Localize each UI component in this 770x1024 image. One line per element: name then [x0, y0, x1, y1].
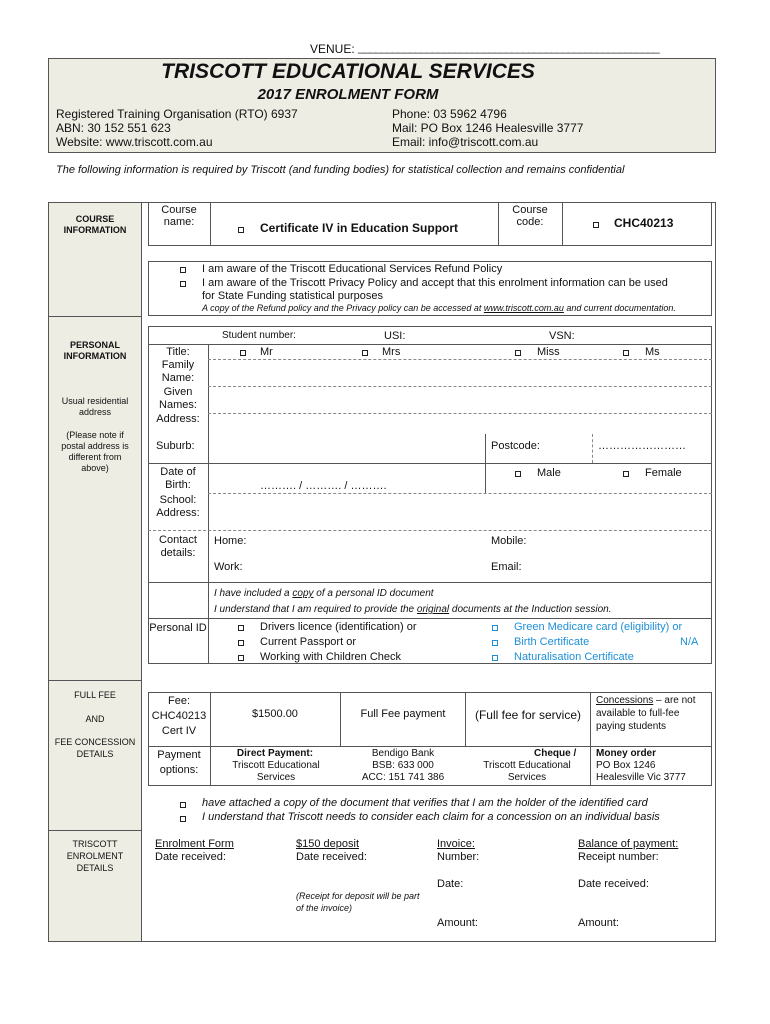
money-order-1: PO Box 1246 [596, 760, 656, 771]
attach-checkbox[interactable] [180, 802, 186, 808]
enrolment-date-received[interactable]: Date received: [155, 851, 226, 863]
balance-amount[interactable]: Amount: [578, 917, 619, 929]
email-address: Email: info@triscott.com.au [392, 135, 539, 149]
id-naturalisation: Naturalisation Certificate [514, 651, 634, 663]
balance-date-received[interactable]: Date received: [578, 878, 649, 890]
work-phone[interactable]: Work: [214, 561, 243, 573]
id-passport-checkbox[interactable] [238, 640, 244, 646]
bank-bsb: BSB: 633 000 [372, 760, 434, 771]
direct-payment-body: Triscott Educational Services [232, 760, 320, 783]
invoice-label: Invoice: [437, 838, 475, 850]
enrolment-section-label: TRISCOTT ENROLMENT DETAILS [66, 839, 124, 873]
course-name-value: Certificate IV in Education Support [260, 221, 459, 235]
id-naturalisation-checkbox[interactable] [492, 655, 498, 661]
title-mr-checkbox[interactable] [240, 350, 246, 356]
balance-label: Balance of payment: [578, 838, 679, 850]
gender-male-checkbox[interactable] [515, 471, 521, 477]
school-address-label: School: Address: [156, 494, 200, 519]
personal-id-label: Personal ID [149, 622, 207, 634]
fee-label: Fee: CHC40213 Cert IV [151, 695, 207, 737]
contact-email[interactable]: Email: [491, 561, 522, 573]
money-order-title: Money order [596, 748, 657, 759]
course-name-checkbox[interactable] [238, 227, 244, 233]
suburb-label: Suburb: [156, 440, 195, 452]
postal-note: (Please note if postal address is different from above) [61, 430, 129, 473]
given-names-label: Given Names: [159, 386, 197, 411]
course-code-label: Course code: [512, 204, 548, 228]
deposit-label: $150 deposit [296, 838, 359, 850]
gender-female-checkbox[interactable] [623, 471, 629, 477]
bank-name: Bendigo Bank [371, 748, 435, 759]
concession-consider-text: I understand that Triscott needs to consider each claim for a concession on an individual basis [202, 811, 660, 823]
gender-male: Male [537, 467, 561, 479]
title-mr: Mr [260, 346, 273, 358]
full-fee-payment[interactable]: Full Fee payment [360, 708, 446, 720]
gender-female: Female [645, 467, 682, 479]
attach-text: have attached a copy of the document that verifies that I am the holder of the identified card [202, 797, 648, 809]
address-label: Address: [156, 413, 200, 425]
deposit-date-received[interactable]: Date received: [296, 851, 367, 863]
id-wwcc: Working with Children Check [260, 651, 402, 663]
family-name-field[interactable] [209, 360, 711, 385]
fee-concession-label: FEE CONCESSION DETAILS [54, 737, 136, 759]
money-order-2: Healesville Vic 3777 [596, 772, 686, 783]
personal-section-label: PERSONAL INFORMATION [63, 340, 127, 361]
rto-number: Registered Training Organisation (RTO) 6937 [56, 107, 298, 121]
title-ms-checkbox[interactable] [623, 350, 629, 356]
id-na: N/A [680, 636, 699, 648]
given-names-field[interactable] [209, 387, 711, 412]
privacy-policy-checkbox[interactable] [180, 281, 186, 287]
id-drivers: Drivers licence (identification) or [260, 621, 417, 633]
student-number-label: Student number: [222, 330, 296, 341]
title-miss-checkbox[interactable] [515, 350, 521, 356]
family-name-label: Family Name: [161, 359, 195, 384]
page-subtitle: 2017 ENROLMENT FORM [257, 86, 439, 103]
id-note-2: I understand that I am required to provide the original documents at the Induction session. [214, 604, 612, 615]
mobile-phone[interactable]: Mobile: [491, 535, 527, 547]
enrolment-form-label: Enrolment Form [155, 838, 234, 850]
abn-number: ABN: 30 152 551 623 [56, 121, 171, 135]
mail-address: Mail: PO Box 1246 Healesville 3777 [392, 121, 584, 135]
dob-label: Date of Birth: [160, 466, 196, 491]
home-phone[interactable]: Home: [214, 535, 247, 547]
fee-section-and: AND [85, 714, 105, 724]
address-field[interactable] [209, 414, 711, 434]
cheque-body: Triscott Educational Services [483, 760, 571, 783]
concession-note: Concessions – are not available to full-fee paying students [596, 695, 696, 732]
policy-note: A copy of the Refund policy and the Privacy policy can be accessed at www.triscott.com.au and current documentation. [202, 303, 676, 313]
id-passport: Current Passport or [260, 636, 356, 648]
receipt-number[interactable]: Receipt number: [578, 851, 659, 863]
id-wwcc-checkbox[interactable] [238, 655, 244, 661]
full-fee-service: (Full fee for service) [474, 708, 582, 722]
id-note-1: I have included a copy of a personal ID document [214, 588, 434, 599]
invoice-number[interactable]: Number: [437, 851, 480, 863]
school-address-field[interactable] [209, 494, 711, 529]
concession-consider-checkbox[interactable] [180, 816, 186, 822]
postcode-label: Postcode: [491, 440, 540, 452]
privacy-policy-text: I am aware of the Triscott Privacy Policy and accept that this enrolment information can be used [202, 277, 668, 289]
course-name-label: Course name: [161, 204, 197, 228]
id-birth: Birth Certificate [514, 636, 590, 648]
invoice-amount[interactable]: Amount: [437, 917, 478, 929]
usi-label: USI: [384, 330, 406, 342]
title-label: Title: [166, 346, 190, 358]
website: Website: www.triscott.com.au [56, 135, 213, 149]
page-title: TRISCOTT EDUCATIONAL SERVICES [161, 60, 535, 83]
bank-acc: ACC: 151 741 386 [361, 772, 445, 783]
id-medicare: Green Medicare card (eligibility) or [514, 621, 683, 633]
contact-label: Contact details: [159, 534, 197, 559]
refund-policy-text: I am aware of the Triscott Educational Services Refund Policy [202, 263, 503, 275]
vsn-label: VSN: [549, 330, 575, 342]
direct-payment-title: Direct Payment: [236, 748, 314, 759]
residential-label: Usual residential address [61, 396, 129, 417]
id-medicare-checkbox[interactable] [492, 625, 498, 631]
id-drivers-checkbox[interactable] [238, 625, 244, 631]
course-code-checkbox[interactable] [593, 222, 599, 228]
deposit-note: (Receipt for deposit will be part of the invoice) [296, 891, 420, 913]
title-mrs-checkbox[interactable] [362, 350, 368, 356]
course-section-label: COURSE INFORMATION [63, 214, 127, 235]
title-mrs: Mrs [382, 346, 401, 358]
fee-section-label: FULL FEE [74, 690, 116, 700]
fee-amount: $1500.00 [252, 708, 298, 720]
id-birth-checkbox[interactable] [492, 640, 498, 646]
privacy-policy-text-2: for State Funding statistical purposes [202, 290, 383, 302]
invoice-date[interactable]: Date: [437, 878, 464, 890]
refund-policy-checkbox[interactable] [180, 267, 186, 273]
title-ms: Ms [645, 346, 660, 358]
payment-options-label: Payment options: [157, 749, 201, 776]
course-code-value: CHC40213 [614, 216, 674, 230]
title-miss: Miss [537, 346, 560, 358]
venue-label: VENUE: [310, 42, 355, 56]
venue-line[interactable]: _____________________________________________________ [358, 40, 659, 54]
dob-field[interactable]: ………. / ………. / ………. [260, 480, 387, 492]
cheque-title: Cheque / [534, 748, 577, 759]
phone: Phone: 03 5962 4796 [392, 107, 507, 121]
policy-link[interactable]: www.triscott.com.au [483, 303, 564, 313]
postcode-field[interactable]: …………………… [598, 440, 686, 452]
intro-text: The following information is required by Triscott (and funding bodies) for statistical collection and remains confidential [56, 164, 625, 176]
